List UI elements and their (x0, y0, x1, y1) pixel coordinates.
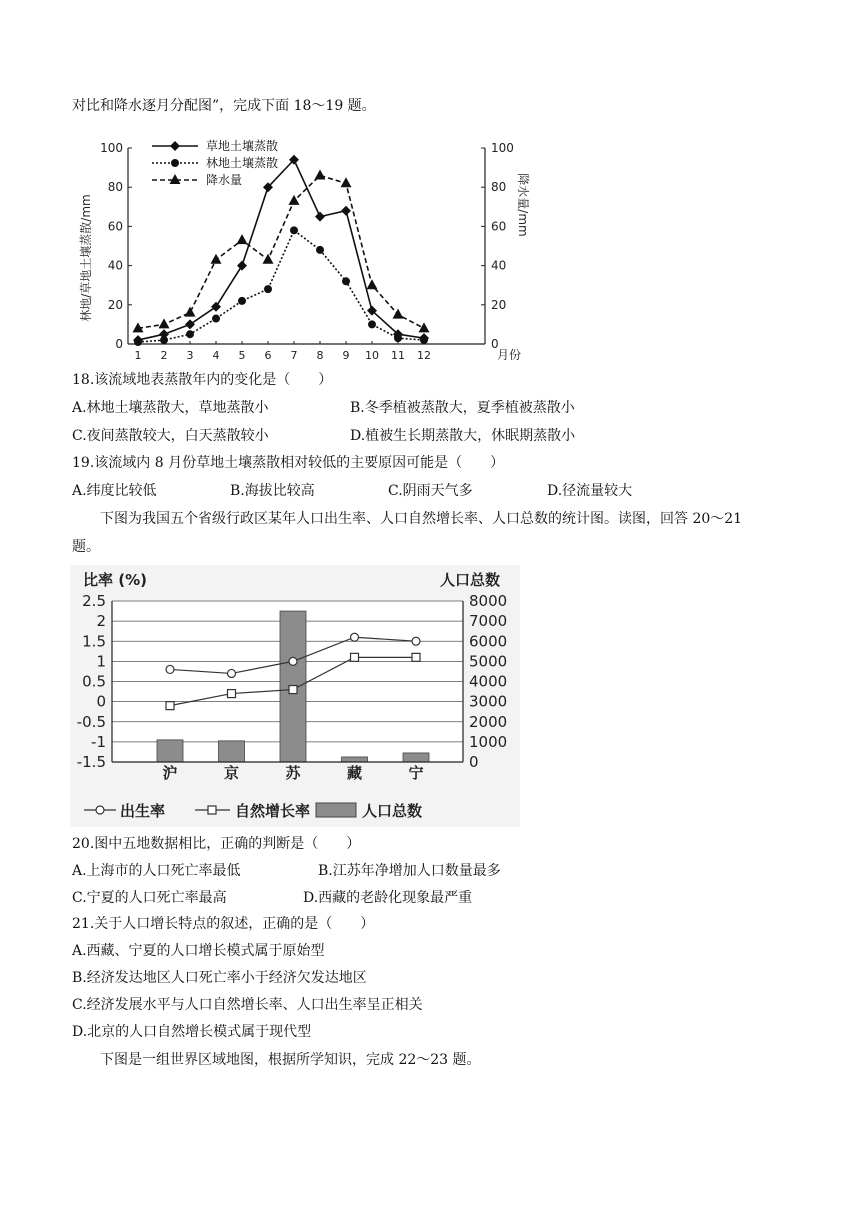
legend-label: 草地土壤蒸散 (206, 139, 279, 153)
q18-option-c[interactable]: C.夜间蒸散较大，白天蒸散较小 (72, 428, 269, 444)
x-tick-label: 4 (212, 349, 220, 362)
precip-point (237, 234, 248, 244)
forest-evap-point (212, 315, 220, 323)
precip-point (185, 307, 196, 317)
left-y-tick-label: 40 (107, 258, 123, 273)
x-tick-label: 2 (160, 349, 168, 362)
evaporation-precip-chart (70, 130, 540, 370)
precip-point (159, 318, 170, 328)
q21-option-a[interactable]: A.西藏、宁夏的人口增长模式属于原始型 (72, 943, 325, 959)
series-line-2 (138, 230, 424, 342)
natural-growth-point (351, 653, 359, 661)
forest-evap-point (420, 336, 428, 344)
left-y-tick-label: 0 (96, 692, 106, 711)
category-label: 京 (223, 764, 240, 782)
right-y-tick-label: 100 (491, 141, 514, 155)
q20-option-d[interactable]: D.西藏的老龄化现象最严重 (303, 890, 473, 906)
para2-line2: 题。 (72, 539, 100, 555)
legend-swatch (316, 803, 356, 817)
q21-option-c[interactable]: C.经济发展水平与人口自然增长率、人口出生率呈正相关 (72, 997, 423, 1013)
forest-evap-point (394, 334, 402, 342)
grass-evap-point (315, 212, 325, 222)
natural-growth-point (228, 690, 236, 698)
q18-option-b[interactable]: B.冬季植被蒸散大，夏季植被蒸散小 (350, 400, 575, 416)
right-y-tick-label: 6000 (469, 632, 508, 651)
legend-label: 降水量 (206, 173, 243, 187)
population-chart (70, 565, 520, 827)
q21-stem: 21.关于人口增长特点的叙述，正确的是（ ） (72, 916, 375, 932)
natural-growth-point (289, 686, 297, 694)
right-y-tick-label: 5000 (469, 652, 508, 671)
q21-option-d[interactable]: D.北京的人口自然增长模式属于现代型 (72, 1024, 312, 1040)
x-unit-label: 月份 (497, 348, 522, 362)
forest-evap-point (134, 338, 142, 346)
forest-evap-point (290, 226, 298, 234)
q19-option-a[interactable]: A.纬度比较低 (72, 483, 157, 499)
birth-rate-point (351, 633, 359, 641)
left-y-tick-label: -1.5 (76, 753, 106, 771)
population-bar (157, 740, 183, 762)
q19-option-c[interactable]: C.阴雨天气多 (388, 483, 473, 499)
left-y-tick-label: 2.5 (82, 592, 106, 610)
q18-option-a[interactable]: A.林地土壤蒸散大，草地蒸散小 (72, 400, 269, 416)
left-y-tick-label: 80 (107, 180, 123, 195)
category-label: 苏 (285, 764, 301, 782)
series-line-1 (138, 160, 424, 340)
right-y-tick-label: 1000 (469, 732, 508, 751)
left-y-tick-label: 1 (96, 652, 106, 671)
chart2-right-axis-label: 人口总数 (440, 571, 501, 589)
x-tick-label: 6 (264, 349, 272, 362)
para3: 下图是一组世界区域地图，根据所学知识，完成 22～23 题。 (100, 1052, 481, 1068)
forest-evap-point (238, 297, 246, 305)
x-tick-label: 3 (186, 349, 194, 362)
category-label: 沪 (162, 764, 178, 782)
precip-point (341, 177, 352, 187)
category-label: 宁 (408, 764, 424, 782)
population-bar (219, 741, 245, 762)
x-tick-label: 8 (316, 349, 324, 362)
precip-point (211, 254, 222, 264)
series-line-3 (138, 175, 424, 328)
x-tick-label: 10 (365, 349, 379, 362)
forest-evap-point (160, 336, 168, 344)
forest-evap-point (264, 285, 272, 293)
intro-line: 对比和降水逐月分配图”，完成下面 18～19 题。 (72, 98, 376, 114)
chart2-left-axis-label: 比率 (%) (83, 571, 147, 589)
q20-stem: 20.图中五地数据相比，正确的判断是（ ） (72, 836, 361, 852)
birth-rate-point (289, 657, 297, 665)
precip-point (393, 309, 404, 319)
x-tick-label: 7 (290, 349, 298, 362)
x-tick-label: 11 (391, 349, 405, 362)
left-y-tick-label: 60 (107, 219, 123, 234)
precip-point (263, 254, 274, 264)
x-tick-label: 9 (342, 349, 350, 362)
population-bar (342, 757, 368, 762)
x-tick-label: 5 (238, 349, 246, 362)
grass-evap-point (237, 261, 247, 271)
left-y-tick-label: 100 (100, 141, 123, 155)
legend-label: 出生率 (120, 802, 166, 820)
birth-rate-point (228, 669, 236, 677)
q18-option-d[interactable]: D.植被生长期蒸散大，休眠期蒸散小 (350, 428, 576, 444)
grass-evap-point (211, 302, 221, 312)
q19-option-b[interactable]: B.海拔比较高 (230, 483, 315, 499)
natural-growth-point (412, 653, 420, 661)
right-y-tick-label: 40 (491, 258, 507, 273)
q20-option-c[interactable]: C.宁夏的人口死亡率最高 (72, 890, 227, 906)
forest-evap-point (342, 277, 350, 285)
left-y-tick-label: -0.5 (76, 712, 106, 731)
left-y-tick-label: -1 (91, 732, 106, 751)
left-y-tick-label: 0.5 (82, 672, 106, 691)
left-y-tick-label: 2 (96, 612, 106, 631)
q19-stem: 19.该流域内 8 月份草地土壤蒸散相对较低的主要原因可能是（ ） (72, 455, 505, 471)
q20-option-a[interactable]: A.上海市的人口死亡率最低 (72, 863, 241, 879)
forest-evap-point (316, 246, 324, 254)
right-y-tick-label: 20 (491, 297, 507, 312)
legend-marker (170, 141, 180, 151)
right-y-tick-label: 8000 (469, 592, 508, 610)
left-y-tick-label: 1.5 (82, 632, 106, 651)
q21-option-b[interactable]: B.经济发达地区人口死亡率小于经济欠发达地区 (72, 970, 367, 986)
q20-option-b[interactable]: B.江苏年净增加人口数量最多 (318, 863, 501, 879)
q19-option-d[interactable]: D.径流量较大 (547, 483, 633, 499)
legend-label: 人口总数 (362, 802, 423, 820)
q18-stem: 18.该流域地表蒸散年内的变化是（ ） (72, 372, 333, 388)
legend-marker (208, 806, 216, 814)
birth-rate-point (166, 665, 174, 673)
right-y-tick-label: 60 (491, 219, 507, 234)
right-y-tick-label: 80 (491, 180, 507, 195)
population-bar (403, 753, 429, 762)
precip-point (367, 279, 378, 289)
right-y-tick-label: 4000 (469, 672, 508, 691)
category-label: 藏 (346, 764, 363, 782)
precip-point (315, 169, 326, 179)
legend-label: 自然增长率 (235, 802, 311, 820)
natural-growth-point (166, 702, 174, 710)
grass-evap-point (341, 206, 351, 216)
right-y-tick-label: 2000 (469, 712, 508, 731)
legend-marker (96, 806, 104, 814)
legend-marker (171, 159, 179, 167)
right-y-tick-label: 7000 (469, 612, 508, 631)
left-y-tick-label: 0 (115, 337, 123, 351)
chart1-right-axis-label: 降水量/mm (516, 173, 530, 237)
x-tick-label: 12 (417, 349, 431, 362)
birth-rate-point (412, 637, 420, 645)
forest-evap-point (368, 320, 376, 328)
chart1-left-axis-label: 林地/草地土壤蒸散/mm (79, 194, 93, 322)
legend-label: 林地土壤蒸散 (206, 156, 279, 170)
precip-point (419, 322, 430, 332)
forest-evap-point (186, 330, 194, 338)
para2-line1: 下图为我国五个省级行政区某年人口出生率、人口自然增长率、人口总数的统计图。读图，回答 20～21 (100, 511, 743, 527)
right-y-tick-label: 0 (469, 753, 479, 771)
left-y-tick-label: 20 (107, 297, 123, 312)
legend-marker (170, 174, 181, 184)
right-y-tick-label: 3000 (469, 692, 508, 711)
grass-evap-point (185, 319, 195, 329)
right-y-tick-label: 0 (491, 337, 499, 351)
x-tick-label: 1 (134, 349, 142, 362)
